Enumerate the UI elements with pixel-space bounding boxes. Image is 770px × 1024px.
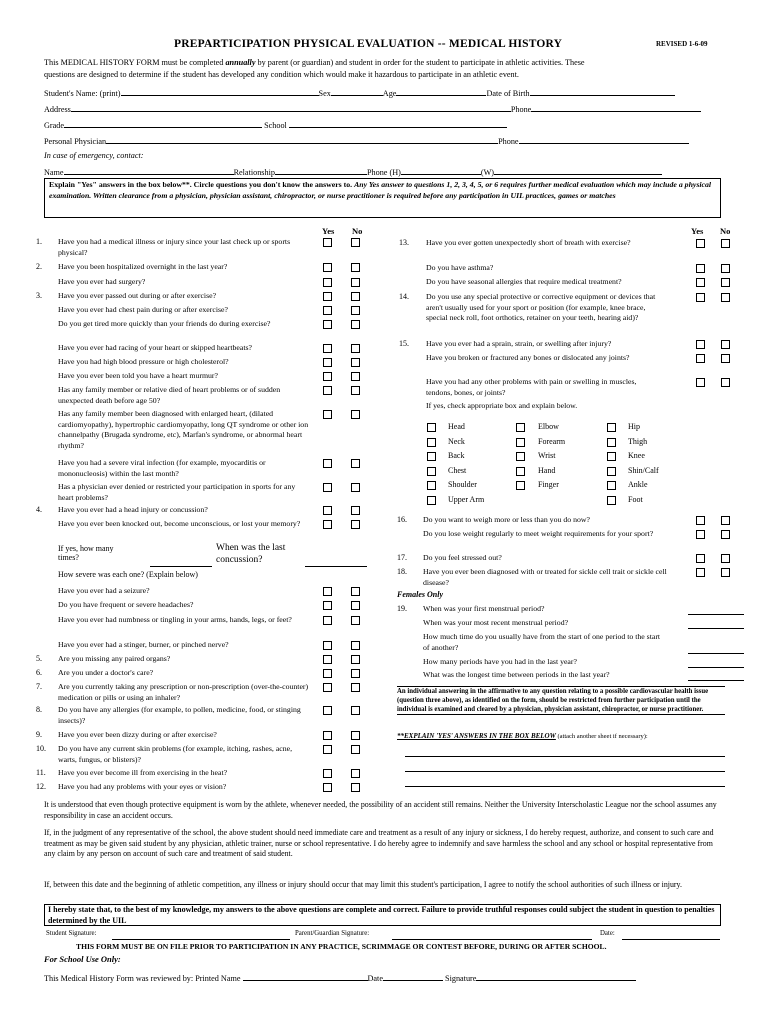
yes-checkbox[interactable] [696,516,705,525]
no-checkbox[interactable] [351,483,360,492]
body-part-label: Neck [448,436,465,446]
question-number: 3. [36,291,42,300]
dob-field[interactable] [530,87,675,96]
explain-line-2[interactable] [405,771,725,772]
no-checkbox[interactable] [351,358,360,367]
student-signature-field[interactable] [112,939,290,940]
body-part-checkbox[interactable] [607,481,616,490]
question-number: 17. [397,553,407,562]
no-checkbox[interactable] [721,340,730,349]
q19c: How much time do you usually have from the start of one period to the start of another? [423,632,661,652]
question-number: 18. [397,567,407,576]
no-checkbox[interactable] [351,459,360,468]
females-only-heading: Females Only [397,590,443,599]
yes-checkbox[interactable] [323,745,332,754]
intro-line-1: This MEDICAL HISTORY FORM must be completed annually by parent (or guardian) and student in order for the student to participate in athletic activities. These [44,58,585,67]
yes-checkbox[interactable] [323,344,332,353]
yes-checkbox[interactable] [323,616,332,625]
question-number: 11. [36,768,46,777]
yes-checkbox[interactable] [696,554,705,563]
body-part-label: Head [448,422,465,431]
concussion-times-field[interactable] [150,566,212,567]
question-text: Do you have any allergies (for example, to pollen, medicine, food, or stinging insects)? [58,705,301,725]
question-number: 13. [399,238,409,247]
yes-checkbox[interactable] [323,306,332,315]
body-part-label: Thigh [628,436,648,446]
yes-checkbox[interactable] [323,783,332,792]
no-checkbox[interactable] [721,530,730,539]
yes-checkbox[interactable] [696,530,705,539]
question-number: 2. [36,262,42,271]
address-field[interactable] [71,103,511,112]
physician-phone-field[interactable] [519,135,689,144]
relationship-field[interactable] [275,166,367,175]
q19d: How many periods have you had in the last year? [423,657,577,666]
explain-line-1[interactable] [405,756,725,757]
no-checkbox[interactable] [721,239,730,248]
no-checkbox[interactable] [351,783,360,792]
question-text: Do you have frequent or severe headaches? [58,600,194,609]
question-number: 8. [36,705,42,714]
no-checkbox[interactable] [351,655,360,664]
question-number: 5. [36,654,42,663]
q19a-field[interactable] [688,614,744,615]
body-part-checkbox[interactable] [427,423,436,432]
question-number: 12. [36,782,46,791]
no-checkbox[interactable] [721,554,730,563]
question-number: 9. [36,730,42,739]
q19-number: 19. [397,604,407,613]
no-checkbox[interactable] [721,293,730,302]
school-use-heading: For School Use Only: [44,954,121,964]
yes-header-left: Yes [322,226,335,236]
question-text: Do you have seasonal allergies that require medical treatment? [426,277,622,286]
concussion-times-label: If yes, how many times? [58,544,114,562]
question-text: Have you ever had racing of your heart or skipped heartbeats? [58,343,252,352]
question-text: Have you ever had numbness or tingling in your arms, hands, legs, or feet? [58,615,292,624]
question-text: Has any family member or relative died of heart problems or of sudden unexpected death before age 50? [58,385,281,405]
no-checkbox[interactable] [721,516,730,525]
body-part-label: Elbow [538,422,559,431]
student-info-row: Student's Name: (print) Sex Age Date of Birth [44,87,675,98]
no-checkbox[interactable] [351,769,360,778]
work-phone-field[interactable] [494,166,662,175]
question-text: Do you get tired more quickly than your friends do during exercise? [58,319,271,328]
question-text: Have you had any other problems with pain or swelling in muscles, tendons, bones, or joints? [426,377,637,397]
no-checkbox[interactable] [351,306,360,315]
question-text: Do you feel stressed out? [423,553,502,562]
yes-checkbox[interactable] [323,358,332,367]
yes-checkbox[interactable] [696,293,705,302]
question-text: Are you currently taking any prescription or non-prescription (over-the-counter) medication or pills or using an inhaler? [58,682,309,702]
body-part-checkbox[interactable] [607,452,616,461]
question-text: Are you missing any paired organs? [58,654,171,663]
q19a: When was your first menstrual period? [423,604,545,613]
question-text: Have you ever been knocked out, become unconscious, or lost your memory? [58,519,301,528]
question-text: Have you ever had a seizure? [58,586,150,595]
reviewer-signature-field[interactable] [476,972,636,981]
grade-row: Grade School [44,119,507,130]
paragraph-protective-equipment: It is understood that even though protective equipment is worn by the athlete, whenever needed, the possibility of an accident still remains. Neither the University Interscholastic League nor the school assumes any responsibility in case an accident occurs. [44,800,717,820]
q19c-field[interactable] [688,653,744,654]
body-part-label: Forearm [538,436,566,446]
body-part-checkbox[interactable] [607,496,616,505]
no-checkbox[interactable] [351,587,360,596]
check-appropriate-instruction: If yes, check appropriate box and explain below. [426,401,578,410]
yes-checkbox[interactable] [323,587,332,596]
home-phone-field[interactable] [401,166,481,175]
body-part-checkbox[interactable] [427,438,436,447]
no-checkbox[interactable] [351,745,360,754]
body-part-label: Back [448,451,465,460]
question-text: Do you use any special protective or corrective equipment or devices that aren't usually used for your sport or position (for example, knee brace, special neck roll, foot orthotics, retainer on your teeth, hearing aid)? [426,292,656,322]
yes-checkbox[interactable] [323,263,332,272]
body-part-checkbox[interactable] [516,452,525,461]
yes-checkbox[interactable] [696,568,705,577]
question-text: Have you ever passed out during or after exercise? [58,291,217,300]
yes-checkbox[interactable] [323,683,332,692]
yes-checkbox[interactable] [323,506,332,515]
signature-date-field[interactable] [622,939,720,940]
yes-checkbox[interactable] [323,410,332,419]
physician-row: Personal Physician Phone [44,135,689,146]
body-part-label: Chest [448,465,467,475]
body-part-label: Wrist [538,451,556,460]
q19b-field[interactable] [688,628,744,629]
yes-checkbox[interactable] [323,520,332,529]
question-number: 7. [36,682,42,691]
q19b: When was your most recent menstrual period? [423,618,569,627]
paragraph-notify: If, between this date and the beginning of athletic competition, any illness or injury should occur that may limit this student's participation, I agree to notify the school authorities of such illness or injury. [44,880,682,889]
grade-field[interactable] [64,119,262,128]
no-header-left: No [352,226,363,236]
no-checkbox[interactable] [351,344,360,353]
no-checkbox[interactable] [351,238,360,247]
question-number: 10. [36,744,46,753]
body-part-label: Ankle [628,480,648,489]
parent-signature-label: Parent/Guardian Signature: [295,930,370,937]
body-part-checkbox[interactable] [427,467,436,476]
emergency-row: Name Relationship Phone (H) (W) [44,166,662,177]
no-checkbox[interactable] [351,372,360,381]
question-text: Have you been hospitalized overnight in the last year? [58,262,228,271]
yes-header-right: Yes [691,226,704,236]
age-field[interactable] [396,87,486,96]
no-checkbox[interactable] [351,386,360,395]
parent-signature-field[interactable] [392,939,592,940]
body-part-label: Shoulder [448,480,477,489]
body-part-checkbox[interactable] [427,481,436,490]
no-checkbox[interactable] [351,683,360,692]
body-part-checkbox[interactable] [516,481,525,490]
body-part-label: Finger [538,480,559,489]
body-part-checkbox[interactable] [607,423,616,432]
q19d-field[interactable] [688,667,744,668]
body-part-checkbox[interactable] [427,496,436,505]
no-checkbox[interactable] [351,320,360,329]
question-text: Have you ever gotten unexpectedly short of breath with exercise? [426,238,631,247]
student-signature-label: Student Signature: [46,930,97,937]
body-part-checkbox[interactable] [516,467,525,476]
question-text: Have you ever been told you have a heart murmur? [58,371,218,380]
no-checkbox[interactable] [351,292,360,301]
reviewed-row: This Medical History Form was reviewed by: Printed Name Date Signature [44,972,636,983]
body-part-label: Knee [628,451,645,460]
body-part-label: Hip [628,422,640,431]
yes-checkbox[interactable] [323,292,332,301]
no-checkbox[interactable] [351,706,360,715]
yes-checkbox[interactable] [696,378,705,387]
yes-checkbox[interactable] [696,278,705,287]
no-checkbox[interactable] [721,354,730,363]
no-checkbox[interactable] [351,669,360,678]
paragraph-consent: If, in the judgment of any representative of the school, the above student should need immediate care and treatment as a result of any injury or sickness, I do hereby request, authorize, and consent to such care and treatment as may be given said student by any physician, athletic trainer, nurse or school representative. I do hereby agree to indemnify and save harmless the school and any school or hospital representative from any claim by any person on account of such care and treatment of said student. [44,828,714,858]
yes-checkbox[interactable] [323,769,332,778]
concussion-when-field[interactable] [305,566,367,567]
emergency-name-field[interactable] [64,166,234,175]
question-text: Have you had a severe viral infection (for example, myocarditis or mononucleosis) within the last month? [58,458,266,478]
yes-checkbox[interactable] [323,641,332,650]
explain-yes-heading: **EXPLAIN 'YES' ANSWERS IN THE BOX BELOW (attach another sheet if necessary): [397,732,648,740]
no-checkbox[interactable] [351,278,360,287]
yes-checkbox[interactable] [323,731,332,740]
yes-checkbox[interactable] [323,655,332,664]
concussion-when-label: When was the last concussion? [216,543,286,565]
no-checkbox[interactable] [721,568,730,577]
form-title: PREPARTICIPATION PHYSICAL EVALUATION -- MEDICAL HISTORY [174,38,563,50]
cardiovascular-warning: An individual answering in the affirmative to any question relating to a possible cardiovascular health issue (question three above), as identified on the form, should be restricted from further participation until the individual is examined and cleared by a physician, physician assistant, chiropractor, or nurse practitioner. [397,686,725,715]
no-checkbox[interactable] [721,264,730,273]
yes-checkbox[interactable] [323,278,332,287]
yes-checkbox[interactable] [323,372,332,381]
question-number: 1. [36,237,42,246]
question-text: Do you have any current skin problems (for example, itching, rashes, acne, warts, fungus, or blisters)? [58,744,293,764]
reviewed-date-field[interactable] [383,972,443,981]
must-file-notice: THIS FORM MUST BE ON FILE PRIOR TO PARTICIPATION IN ANY PRACTICE, SCRIMMAGE OR CONTEST BEFORE, DURING OR AFTER SCHOOL. [76,942,607,951]
emergency-label: In case of emergency, contact: [44,151,144,160]
question-text: Have you ever had a stinger, burner, or pinched nerve? [58,640,229,649]
no-checkbox[interactable] [351,601,360,610]
q19e-field[interactable] [688,680,744,681]
question-text: Do you want to weigh more or less than you do now? [423,515,590,524]
yes-checkbox[interactable] [696,340,705,349]
question-text: Have you ever had surgery? [58,277,146,286]
question-text: Have you ever had a head injury or concussion? [58,505,208,514]
question-text: Have you ever had a sprain, strain, or swelling after injury? [426,339,612,348]
intro-line-2: questions are designed to determine if the student has developed any condition which would make it hazardous to participate in an athletic event. [44,70,519,79]
q19e: What was the longest time between periods in the last year? [423,670,610,679]
question-text: Have you ever been diagnosed with or treated for sickle cell trait or sickle cell disease? [423,567,667,587]
question-text: Have you ever been dizzy during or after exercise? [58,730,217,739]
revised-date: REVISED 1-6-09 [656,40,708,48]
body-part-label: Upper Arm [448,494,485,504]
body-part-label: Foot [628,494,643,504]
no-checkbox[interactable] [351,410,360,419]
question-text: Have you had any problems with your eyes or vision? [58,782,227,791]
body-part-label: Shin/Calf [628,465,659,475]
address-row: Address Phone [44,103,701,114]
question-text: Have you had a medical illness or injury since your last check up or sports physical? [58,237,291,257]
body-part-checkbox[interactable] [427,452,436,461]
question-text: Has a physician ever denied or restricted your participation in sports for any heart problems? [58,482,296,502]
no-checkbox[interactable] [351,263,360,272]
question-text: Have you had high blood pressure or high cholesterol? [58,357,229,366]
question-text: Do you have asthma? [426,263,494,272]
yes-checkbox[interactable] [323,386,332,395]
student-name-field[interactable] [121,87,319,96]
yes-checkbox[interactable] [323,459,332,468]
question-text: Have you ever had chest pain during or after exercise? [58,305,228,314]
no-checkbox[interactable] [721,378,730,387]
physician-field[interactable] [106,135,498,144]
question-number: 4. [36,505,42,514]
yes-checkbox[interactable] [323,669,332,678]
body-part-checkbox[interactable] [607,438,616,447]
no-checkbox[interactable] [351,616,360,625]
explain-instructions-box: Explain "Yes" answers in the box below**. Circle questions you don't know the answers to. Any Yes answer to questions 1, 2, 3, 4, 5, or 6 requires further medical evaluation which may include a physical examination. Written clearance from a physician, physician assistant, chiropractor, or nurse practitioner is required before any participation in UIL practices, games or matches [44,178,721,218]
yes-checkbox[interactable] [696,239,705,248]
no-checkbox[interactable] [351,520,360,529]
question-number: 15. [399,339,409,348]
question-text: Have you broken or fractured any bones or dislocated any joints? [426,353,630,362]
concussion-severity-label: How severe was each one? (Explain below) [58,570,198,579]
no-checkbox[interactable] [721,278,730,287]
phone-field[interactable] [531,103,701,112]
question-text: Do you lose weight regularly to meet weight requirements for your sport? [423,529,654,538]
truthful-statement-box: I hereby state that, to the best of my knowledge, my answers to the above questions are complete and correct. Failure to provide truthful responses could subject the student in question to penalties determined by the UIL [44,904,721,926]
yes-checkbox[interactable] [696,264,705,273]
explain-line-3[interactable] [405,786,725,787]
body-part-checkbox[interactable] [516,438,525,447]
question-number: 14. [399,292,409,301]
sex-field[interactable] [331,87,383,96]
body-part-label: Hand [538,465,556,475]
no-checkbox[interactable] [351,506,360,515]
school-field[interactable] [289,119,507,128]
yes-checkbox[interactable] [323,483,332,492]
reviewer-name-field[interactable] [243,972,368,981]
question-number: 16. [397,515,407,524]
signature-date-label: Date: [600,930,615,937]
no-header-right: No [720,226,731,236]
no-checkbox[interactable] [351,731,360,740]
question-text: Are you under a doctor's care? [58,668,154,677]
yes-checkbox[interactable] [323,601,332,610]
yes-checkbox[interactable] [323,320,332,329]
question-text: Have you ever become ill from exercising in the heat? [58,768,228,777]
question-number: 6. [36,668,42,677]
yes-checkbox[interactable] [323,706,332,715]
yes-checkbox[interactable] [323,238,332,247]
body-part-checkbox[interactable] [607,467,616,476]
body-part-checkbox[interactable] [516,423,525,432]
question-text: Has any family member been diagnosed with enlarged heart, (dilated cardiomyopathy), hypertrophic cardiomyopathy, long QT syndrome or other ion channelpathy (Brugada syndrome, etc), Marfan's syndrome, or abnormal heart rhythm? [58,409,309,450]
no-checkbox[interactable] [351,641,360,650]
yes-checkbox[interactable] [696,354,705,363]
